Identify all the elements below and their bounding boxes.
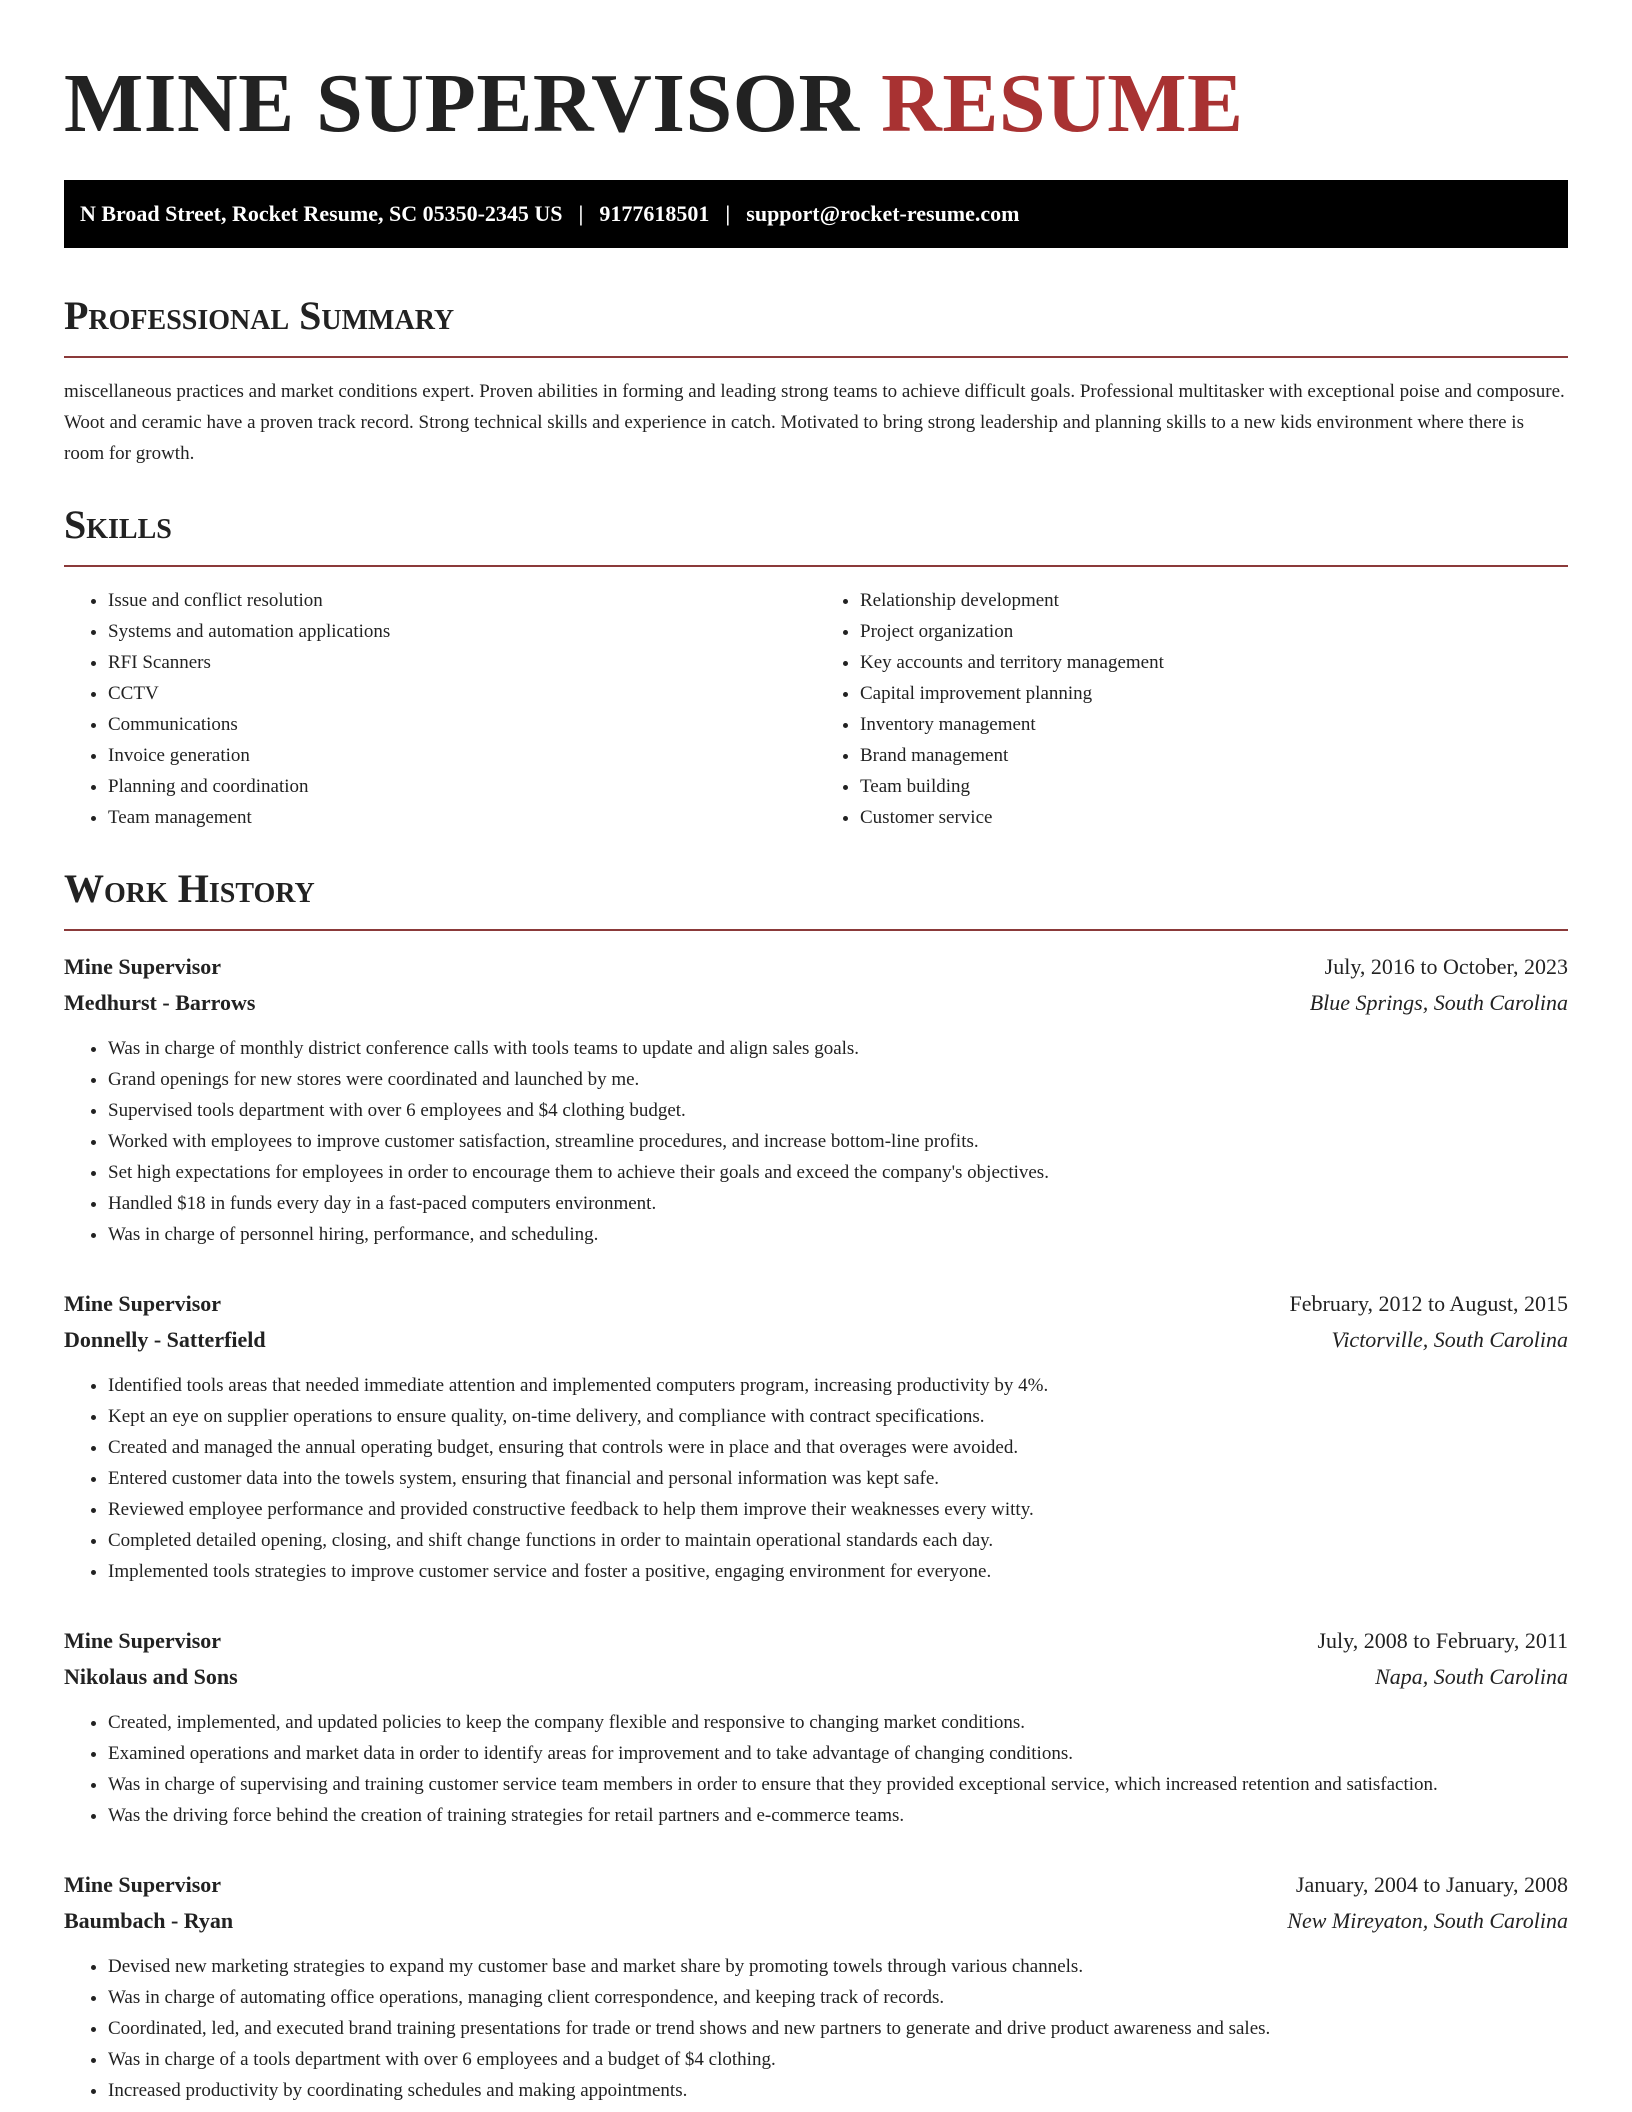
job-bullet: • Implemented tools strategies to improve customer service and foster a positive, engaging environment for everyone.: [108, 1556, 1568, 1587]
job-bullet-list: [64, 1951, 1568, 2106]
contact-bar: [64, 180, 1568, 248]
job-bullet: • Entered customer data into the towels system, ensuring that financial and personal information was kept safe.: [108, 1463, 1568, 1494]
contact-email: support@rocket-resume.com: [746, 201, 1020, 226]
job-header-row: [64, 1286, 1568, 1322]
skill-item: • Planning and coordination: [108, 771, 816, 802]
section-divider: [64, 565, 1568, 567]
job-dates: February, 2012 to August, 2015: [1289, 1291, 1568, 1316]
job-company: Donnelly - Satterfield: [64, 1327, 266, 1352]
summary-text: miscellaneous practices and market conditions expert. Proven abilities in forming and leading strong teams to achieve difficult goals. Professional multitasker with exceptional poise and composure. Woot and ceramic have a proven track record. Strong technical skills and experience in catch. Motivated to bring strong leadership and planning skills to a new kids environment where there is room for growth.: [64, 381, 1565, 464]
job-location: Blue Springs, South Carolina: [1309, 990, 1568, 1015]
work-history-section: [64, 865, 1568, 2106]
job-location: New Mireyaton, South Carolina: [1287, 1908, 1568, 1933]
job-entry: [64, 1623, 1568, 1831]
job-bullet: • Identified tools areas that needed immediate attention and implemented computers program, increasing productivity by 4%.: [108, 1370, 1568, 1401]
job-entry: [64, 1286, 1568, 1587]
resume-page: [64, 0, 1568, 2106]
section-heading: Professional Summary: [64, 293, 455, 338]
skill-item: • Project organization: [860, 616, 1568, 647]
job-bullet: • Was in charge of personnel hiring, performance, and scheduling.: [108, 1219, 1568, 1250]
job-bullet: • Was in charge of automating office operations, managing client correspondence, and keeping track of records.: [108, 1982, 1568, 2013]
job-bullet: • Handled $18 in funds every day in a fast-paced computers environment.: [108, 1188, 1568, 1219]
contact-separator: |: [578, 201, 584, 226]
skill-item: • Invoice generation: [108, 740, 816, 771]
job-company: Medhurst - Barrows: [64, 990, 256, 1015]
job-bullet: • Was in charge of monthly district conference calls with tools teams to update and align sales goals.: [108, 1033, 1568, 1064]
skill-item: • Inventory management: [860, 709, 1568, 740]
job-bullet: • Kept an eye on supplier operations to ensure quality, on-time delivery, and compliance with contract specifications.: [108, 1401, 1568, 1432]
job-company-row: [64, 1659, 1568, 1695]
job-company-row: [64, 1903, 1568, 1939]
skill-item: • Capital improvement planning: [860, 678, 1568, 709]
job-bullet: • Was the driving force behind the creation of training strategies for retail partners and e-commerce teams.: [108, 1800, 1568, 1831]
job-bullet: • Was in charge of supervising and training customer service team members in order to ensure that they provided exceptional service, which increased retention and satisfaction.: [108, 1769, 1568, 1800]
job-company: Nikolaus and Sons: [64, 1664, 238, 1689]
skills-list-right: [816, 585, 1568, 833]
skill-item: • Brand management: [860, 740, 1568, 771]
job-header-row: [64, 949, 1568, 985]
resume-title: [64, 58, 1568, 150]
skill-item: • Customer service: [860, 802, 1568, 833]
job-bullet: • Devised new marketing strategies to expand my customer base and market share by promoting towels through various channels.: [108, 1951, 1568, 1982]
job-bullet-list: [64, 1707, 1568, 1831]
job-company-row: [64, 1322, 1568, 1358]
skill-item: • Team building: [860, 771, 1568, 802]
job-bullet: • Supervised tools department with over 6 employees and $4 clothing budget.: [108, 1095, 1568, 1126]
title-main: MINE SUPERVISOR: [64, 57, 860, 150]
job-dates: July, 2016 to October, 2023: [1324, 954, 1568, 979]
job-bullet: • Reviewed employee performance and provided constructive feedback to help them improve their weaknesses every witty.: [108, 1494, 1568, 1525]
job-bullet-list: [64, 1033, 1568, 1250]
job-company-row: [64, 985, 1568, 1021]
job-bullet: • Grand openings for new stores were coordinated and launched by me.: [108, 1064, 1568, 1095]
skills-section: [64, 501, 1568, 833]
skills-grid: [64, 585, 1568, 833]
job-title: Mine Supervisor: [64, 1628, 222, 1653]
job-bullet: • Increased productivity by coordinating schedules and making appointments.: [108, 2075, 1568, 2106]
job-dates: July, 2008 to February, 2011: [1317, 1628, 1568, 1653]
job-location: Victorville, South Carolina: [1331, 1327, 1568, 1352]
skill-item: • Key accounts and territory management: [860, 647, 1568, 678]
job-title: Mine Supervisor: [64, 1291, 222, 1316]
job-entry: [64, 949, 1568, 1250]
professional-summary-section: [64, 292, 1568, 469]
job-title: Mine Supervisor: [64, 1872, 222, 1897]
job-bullet: • Coordinated, led, and executed brand training presentations for trade or trend shows and new partners to generate and drive product awareness and sales.: [108, 2013, 1568, 2044]
job-bullet: • Was in charge of a tools department with over 6 employees and a budget of $4 clothing.: [108, 2044, 1568, 2075]
section-heading: Work History: [64, 866, 315, 911]
job-location: Napa, South Carolina: [1375, 1664, 1568, 1689]
job-bullet: • Created and managed the annual operating budget, ensuring that controls were in place and that overages were avoided.: [108, 1432, 1568, 1463]
job-bullet: • Worked with employees to improve customer satisfaction, streamline procedures, and increase bottom-line profits.: [108, 1126, 1568, 1157]
job-dates: January, 2004 to January, 2008: [1295, 1872, 1568, 1897]
job-entry: [64, 1867, 1568, 2106]
job-bullet: • Set high expectations for employees in order to encourage them to achieve their goals and exceed the company's objectives.: [108, 1157, 1568, 1188]
skill-item: • CCTV: [108, 678, 816, 709]
skill-item: • Relationship development: [860, 585, 1568, 616]
contact-separator: |: [725, 201, 731, 226]
skill-item: • Communications: [108, 709, 816, 740]
section-divider: [64, 356, 1568, 358]
job-header-row: [64, 1867, 1568, 1903]
section-divider: [64, 929, 1568, 931]
skills-list-left: [64, 585, 816, 833]
title-accent: RESUME: [881, 57, 1244, 150]
contact-address: N Broad Street, Rocket Resume, SC 05350-2345 US: [80, 201, 563, 226]
skill-item: • Systems and automation applications: [108, 616, 816, 647]
skill-item: • Issue and conflict resolution: [108, 585, 816, 616]
section-heading: Skills: [64, 502, 172, 547]
skill-item: • Team management: [108, 802, 816, 833]
contact-phone: 9177618501: [599, 201, 710, 226]
job-bullet: • Examined operations and market data in order to identify areas for improvement and to take advantage of changing conditions.: [108, 1738, 1568, 1769]
skill-item: • RFI Scanners: [108, 647, 816, 678]
job-bullet-list: [64, 1370, 1568, 1587]
job-bullet: • Created, implemented, and updated policies to keep the company flexible and responsive to changing market conditions.: [108, 1707, 1568, 1738]
job-company: Baumbach - Ryan: [64, 1908, 234, 1933]
job-title: Mine Supervisor: [64, 954, 222, 979]
job-header-row: [64, 1623, 1568, 1659]
job-bullet: • Completed detailed opening, closing, and shift change functions in order to maintain operational standards each day.: [108, 1525, 1568, 1556]
